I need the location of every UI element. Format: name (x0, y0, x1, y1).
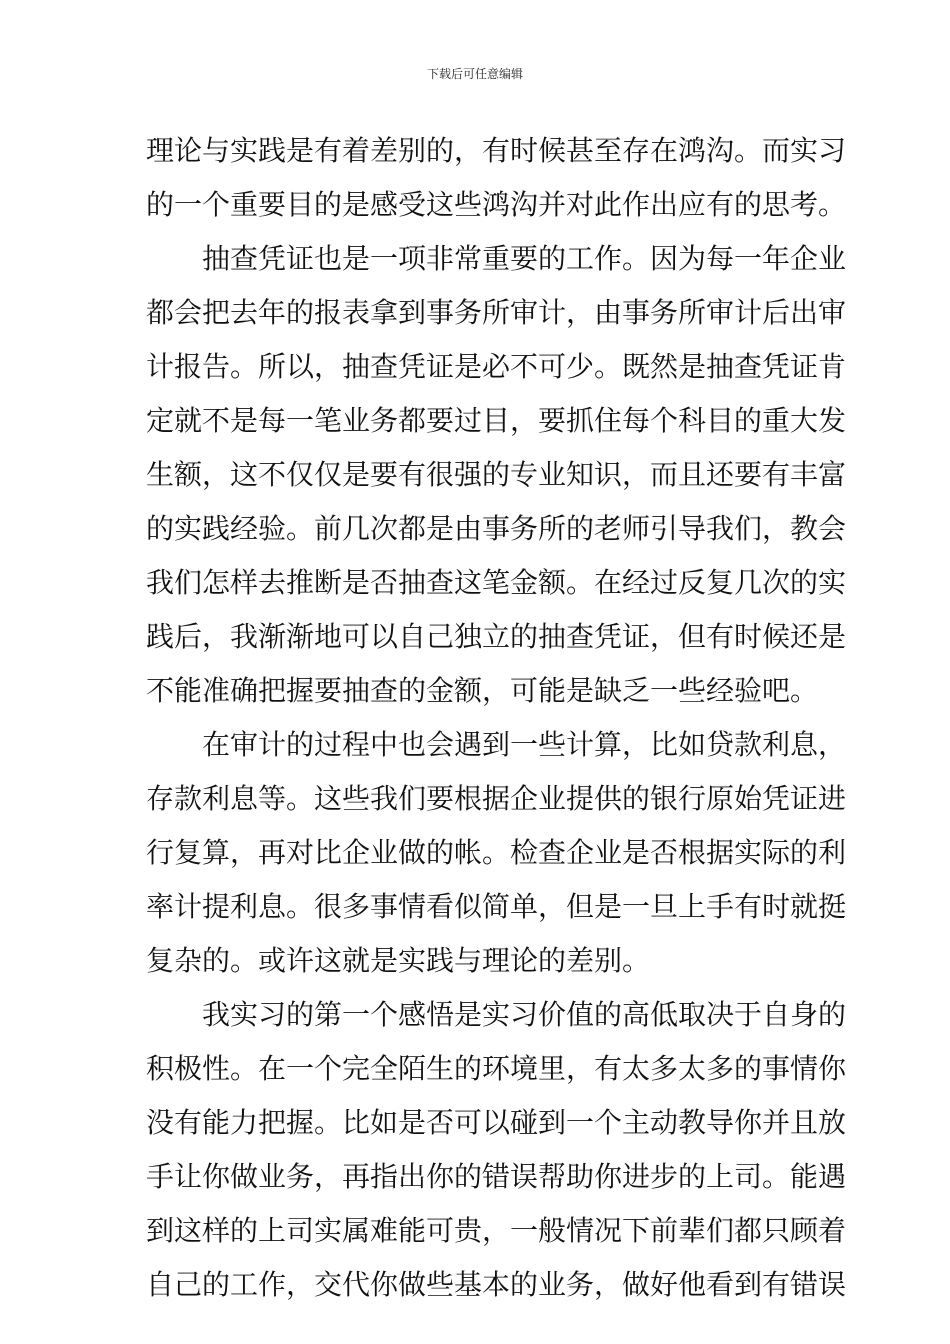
paragraph (146, 232, 847, 718)
paragraph (146, 124, 847, 232)
text-line: 计报告。所以，抽查凭证是必不可少。既然是抽查凭证肯 (146, 350, 847, 383)
paragraph (146, 718, 847, 988)
page-header-note: 下载后可任意编辑 (426, 67, 523, 81)
text-line: 没有能力把握。比如是否可以碰到一个主动教导你并且放 (146, 1106, 847, 1139)
text-line: 我们怎样去推断是否抽查这笔金额。在经过反复几次的实 (146, 566, 847, 599)
document-body (146, 124, 847, 1312)
text-line: 践后，我渐渐地可以自己独立的抽查凭证，但有时候还是 (146, 620, 847, 653)
text-line: 率计提利息。很多事情看似简单，但是一旦上手有时就挺 (146, 890, 847, 923)
text-line: 积极性。在一个完全陌生的环境里，有太多太多的事情你 (146, 1052, 847, 1085)
text-line: 定就不是每一笔业务都要过目，要抓住每个科目的重大发 (146, 404, 847, 437)
text-line: 自己的工作，交代你做些基本的业务，做好他看到有错误 (146, 1268, 847, 1301)
text-line: 我实习的第一个感悟是实习价值的高低取决于自身的 (202, 998, 847, 1031)
text-line: 手让你做业务，再指出你的错误帮助你进步的上司。能遇 (146, 1160, 847, 1193)
text-line: 到这样的上司实属难能可贵，一般情况下前辈们都只顾着 (146, 1214, 847, 1247)
text-line: 的一个重要目的是感受这些鸿沟并对此作出应有的思考。 (146, 188, 847, 221)
text-line: 生额，这不仅仅是要有很强的专业知识，而且还要有丰富 (146, 458, 847, 491)
text-line: 的实践经验。前几次都是由事务所的老师引导我们，教会 (146, 512, 847, 545)
text-line: 不能准确把握要抽查的金额，可能是缺乏一些经验吧。 (146, 674, 819, 707)
text-line: 复杂的。或许这就是实践与理论的差别。 (146, 944, 651, 977)
text-line: 在审计的过程中也会遇到一些计算，比如贷款利息， (202, 728, 847, 761)
text-line: 都会把去年的报表拿到事务所审计，由事务所审计后出审 (146, 296, 847, 329)
text-line: 抽查凭证也是一项非常重要的工作。因为每一年企业 (202, 242, 847, 275)
text-line: 行复算，再对比企业做的帐。检查企业是否根据实际的利 (146, 836, 847, 869)
text-line: 理论与实践是有着差别的，有时候甚至存在鸿沟。而实习 (146, 134, 847, 167)
paragraph (146, 988, 847, 1312)
text-line: 存款利息等。这些我们要根据企业提供的银行原始凭证进 (146, 782, 847, 815)
